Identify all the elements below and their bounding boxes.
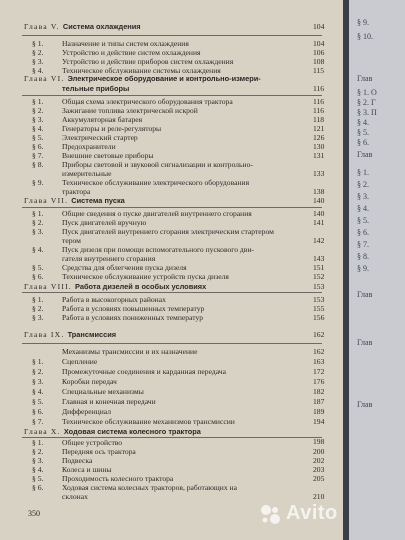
- toc-page: 156: [313, 313, 325, 322]
- toc-item: Ходовая система колесных тракторов, работающих на: [62, 483, 237, 492]
- toc-item: Пуск двигателей вручную: [62, 218, 147, 227]
- chapter-page: 116: [313, 84, 325, 93]
- watermark: Avito: [286, 502, 338, 524]
- fragment: Глав: [357, 150, 373, 159]
- toc-item: Колеса и шины: [62, 465, 112, 474]
- fragment: § 5.: [357, 216, 369, 225]
- toc-item: Предохранители: [62, 142, 116, 151]
- fragment: § 2.: [357, 180, 369, 189]
- toc-item: Работа в условиях повышенных температур: [62, 304, 205, 313]
- toc-item: Зажигание топлива электрической искрой: [62, 106, 198, 115]
- avito-logo-icon: [258, 502, 282, 526]
- fragment: § 2. Г: [357, 98, 376, 107]
- toc-item: Генераторы и реле-регуляторы: [62, 124, 162, 133]
- fragment: § 4.: [357, 118, 369, 127]
- toc-item: Коробки передач: [62, 377, 117, 386]
- fragment: § 7.: [357, 240, 369, 249]
- toc-item: Техническое обслуживание механизмов трансмиссии: [62, 417, 235, 426]
- section-number: § 3.: [32, 57, 44, 66]
- section-number: § 5.: [32, 263, 44, 272]
- chapter-heading: Глава VIII. Работа дизелей в особых условиях: [24, 282, 207, 291]
- toc-item: Подвеска: [62, 456, 93, 465]
- toc-page: 151: [313, 263, 325, 272]
- divider: [22, 207, 322, 208]
- fragment: Глав: [357, 400, 373, 409]
- toc-item: Дифференциал: [62, 407, 111, 416]
- toc-item: Аккумуляторная батарея: [62, 115, 143, 124]
- section-number: § 1.: [32, 295, 44, 304]
- toc-page: 194: [313, 417, 325, 426]
- section-number: § 1.: [32, 357, 44, 366]
- next-page-edge: [349, 0, 405, 540]
- section-number: § 6.: [32, 407, 44, 416]
- divider: [22, 35, 322, 36]
- section-number: § 3.: [32, 115, 44, 124]
- toc-page: 126: [313, 133, 325, 142]
- section-number: § 3.: [32, 227, 44, 236]
- toc-item-cont: тером: [62, 236, 81, 245]
- section-number: § 4.: [32, 387, 44, 396]
- toc-item: Техническое обслуживание устройств пуска дизеля: [62, 272, 229, 281]
- section-number: § 1.: [32, 209, 44, 218]
- section-number: § 5.: [32, 474, 44, 483]
- toc-page: 182: [313, 387, 325, 396]
- toc-page: 162: [313, 347, 325, 356]
- toc-page: 141: [313, 218, 325, 227]
- section-number: § 9.: [32, 178, 44, 187]
- fragment: § 5.: [357, 128, 369, 137]
- toc-page: 163: [313, 357, 325, 366]
- section-number: § 1.: [32, 438, 44, 447]
- section-number: § 4.: [32, 124, 44, 133]
- fragment: § 1.: [357, 168, 369, 177]
- section-number: § 3.: [32, 313, 44, 322]
- toc-item-cont: измерительные: [62, 169, 112, 178]
- toc-item: Общая схема электрического оборудования трактора: [62, 97, 233, 106]
- chapter-page: 198: [313, 437, 325, 446]
- toc-item: Главная и конечная передачи: [62, 397, 156, 406]
- toc-page: 176: [313, 377, 325, 386]
- fragment: § 8.: [357, 252, 369, 261]
- toc-item-cont: трактора: [62, 187, 91, 196]
- toc-page: 115: [313, 66, 325, 75]
- toc-page: 108: [313, 57, 325, 66]
- toc-item: Промежуточные соединения и карданная передача: [62, 367, 226, 376]
- fragment: Глав: [357, 74, 373, 83]
- section-number: § 4.: [32, 465, 44, 474]
- section-number: § 4.: [32, 245, 44, 254]
- chapter-heading-cont: тельные приборы: [62, 84, 130, 93]
- toc-item: Техническое обслуживание системы охлаждения: [62, 66, 221, 75]
- section-number: § 6.: [32, 272, 44, 281]
- fragment: § 1. О: [357, 88, 377, 97]
- toc-item: Работа в высокогорных районах: [62, 295, 166, 304]
- toc-page: 104: [313, 39, 325, 48]
- fragment: § 3. П: [357, 108, 377, 117]
- section-number: § 3.: [32, 456, 44, 465]
- toc-page: 106: [313, 48, 325, 57]
- fragment: § 9.: [357, 18, 369, 27]
- toc-page: 187: [313, 397, 325, 406]
- toc-item: Пуск дизеля при помощи вспомогательного пускового дви-: [62, 245, 254, 254]
- section-number: § 7.: [32, 151, 44, 160]
- fragment: Глав: [357, 338, 373, 347]
- chapter-heading: Глава VI. Электрическое оборудование и контрольно-измери-: [24, 74, 261, 83]
- section-number: § 5.: [32, 397, 44, 406]
- toc-page: 155: [313, 304, 325, 313]
- toc-item: Устройство и действие приборов систем охлаждения: [62, 57, 234, 66]
- toc-item: Техническое обслуживание электрического оборудования: [62, 178, 250, 187]
- toc-item: Приборы световой и звуковой сигнализации и контрольно-: [62, 160, 253, 169]
- fragment: § 10.: [357, 32, 373, 41]
- section-number: § 2.: [32, 367, 44, 376]
- fragment: § 6.: [357, 228, 369, 237]
- chapter-heading: Глава X. Ходовая система колесного трактора: [24, 427, 201, 436]
- section-number: § 2.: [32, 218, 44, 227]
- page-number: 350: [28, 509, 40, 518]
- section-number: § 6.: [32, 142, 44, 151]
- chapter-heading: Глава V. Система охлаждения: [24, 22, 141, 31]
- toc-page: 116: [313, 97, 325, 106]
- section-number: § 2.: [32, 106, 44, 115]
- toc-item: Работа в условиях пониженных температур: [62, 313, 204, 322]
- section-number: § 1.: [32, 39, 44, 48]
- toc-item: Сцепление: [62, 357, 98, 366]
- toc-page: 210: [313, 492, 325, 501]
- toc-item: Механизмы трансмиссии и их назначение: [62, 347, 198, 356]
- toc-page: 121: [313, 124, 325, 133]
- toc-item-cont: склонах: [62, 492, 88, 501]
- fragment: § 6.: [357, 138, 369, 147]
- toc-item: Проходимость колесного трактора: [62, 474, 174, 483]
- toc-page: 142: [313, 236, 325, 245]
- chapter-page: 104: [313, 22, 325, 31]
- toc-item-cont: гателя внутреннего сгорания: [62, 254, 156, 263]
- divider: [22, 343, 322, 344]
- toc-page: 153: [313, 295, 325, 304]
- divider: [22, 292, 322, 293]
- section-number: § 1.: [32, 97, 44, 106]
- section-number: § 2.: [32, 304, 44, 313]
- section-number: § 3.: [32, 377, 44, 386]
- toc-page: 118: [313, 115, 325, 124]
- chapter-heading: Глава VII. Система пуска: [24, 196, 125, 205]
- chapter-page: 140: [313, 196, 325, 205]
- toc-page: 202: [313, 456, 325, 465]
- toc-page: 133: [313, 169, 325, 178]
- section-number: § 5.: [32, 133, 44, 142]
- chapter-page: 162: [313, 330, 325, 339]
- fragment: Глав: [357, 290, 373, 299]
- section-number: § 6.: [32, 483, 44, 492]
- toc-item: Внешние световые приборы: [62, 151, 154, 160]
- toc-page: 131: [313, 151, 325, 160]
- chapter-heading: Глава IX. Трансмиссия: [24, 330, 117, 339]
- section-number: § 4.: [32, 66, 44, 75]
- fragment: § 4.: [357, 204, 369, 213]
- toc-page: 152: [313, 272, 325, 281]
- toc-page: 140: [313, 209, 325, 218]
- section-number: § 8.: [32, 160, 44, 169]
- toc-page: 116: [313, 106, 325, 115]
- chapter-page: 153: [313, 282, 325, 291]
- toc-item: Пуск двигателей внутреннего сгорания электрическим стартером: [62, 227, 274, 236]
- fragment: § 3.: [357, 192, 369, 201]
- toc-item: Назначение и типы систем охлаждения: [62, 39, 189, 48]
- section-number: § 2.: [32, 48, 44, 57]
- toc-page: 172: [313, 367, 325, 376]
- toc-item: Устройство и действие систем охлаждения: [62, 48, 201, 57]
- toc-page: 200: [313, 447, 325, 456]
- toc-page: 205: [313, 474, 325, 483]
- toc-page: 189: [313, 407, 325, 416]
- section-number: § 7.: [32, 417, 44, 426]
- toc-item: Электрический стартер: [62, 133, 138, 142]
- toc-page: 203: [313, 465, 325, 474]
- divider: [22, 95, 322, 96]
- section-number: § 2.: [32, 447, 44, 456]
- toc-item: Средства для облегчения пуска дизеля: [62, 263, 187, 272]
- toc-page: 138: [313, 187, 325, 196]
- fragment: § 9.: [357, 264, 369, 273]
- toc-item: Передняя ось трактора: [62, 447, 136, 456]
- toc-page: 143: [313, 254, 325, 263]
- toc-item: Специальные механизмы: [62, 387, 144, 396]
- toc-page: 130: [313, 142, 325, 151]
- toc-item: Общее устройство: [62, 438, 123, 447]
- toc-item: Общие сведения о пуске двигателей внутреннего сгорания: [62, 209, 252, 218]
